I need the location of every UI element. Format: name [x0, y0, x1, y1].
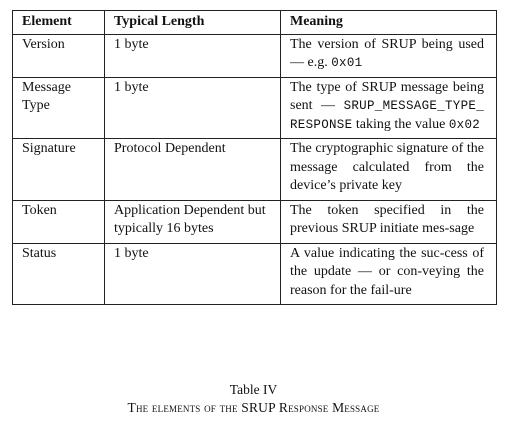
- table-row: [13, 139, 497, 201]
- table-row: [13, 34, 497, 77]
- cell-length: Protocol Dependent: [105, 139, 281, 201]
- meaning-text-mid: taking the value: [355, 116, 446, 132]
- table-caption-label: Table IV: [229, 382, 278, 397]
- srup-response-table-container: [12, 10, 496, 305]
- cell-element: Signature: [13, 139, 105, 201]
- cell-length: 1 byte: [105, 34, 281, 77]
- cell-element: Token: [13, 200, 105, 243]
- header-typical-length: Typical Length: [105, 11, 281, 35]
- cell-length: 1 byte: [105, 243, 281, 305]
- cell-element: Status: [13, 243, 105, 305]
- table-row: [13, 200, 497, 243]
- cell-meaning: The token specified in the previous SRUP initiate mes-sage: [281, 200, 497, 243]
- meaning-code: SRUP_MESSAGE_TYPE_ RESPONSE: [290, 99, 484, 132]
- meaning-code: 0x01: [331, 56, 363, 70]
- table-header-row: [13, 11, 497, 35]
- table-row: [13, 77, 497, 139]
- cell-element: Version: [13, 34, 105, 77]
- cell-meaning: [281, 77, 497, 139]
- header-meaning: Meaning: [281, 11, 497, 35]
- table-caption-title: The elements of the SRUP Response Message: [127, 400, 380, 415]
- cell-meaning: A value indicating the suc-cess of the update — or con-veying the reason for the fail-ure: [281, 243, 497, 305]
- cell-element: Message Type: [13, 77, 105, 139]
- meaning-code-value: 0x02: [448, 117, 481, 132]
- cell-meaning: The cryptographic signature of the message calculated from the device’s private key: [281, 139, 497, 201]
- cell-length: Application Dependent but typically 16 bytes: [105, 200, 281, 243]
- meaning-text: The version of SRUP being used — e.g.: [290, 36, 484, 70]
- meaning-text: The type of SRUP message being sent —: [290, 79, 484, 113]
- srup-response-elements-table: [12, 10, 497, 305]
- cell-meaning: [281, 34, 497, 77]
- table-row: [13, 243, 497, 305]
- header-element: Element: [13, 11, 105, 35]
- cell-length: 1 byte: [105, 77, 281, 139]
